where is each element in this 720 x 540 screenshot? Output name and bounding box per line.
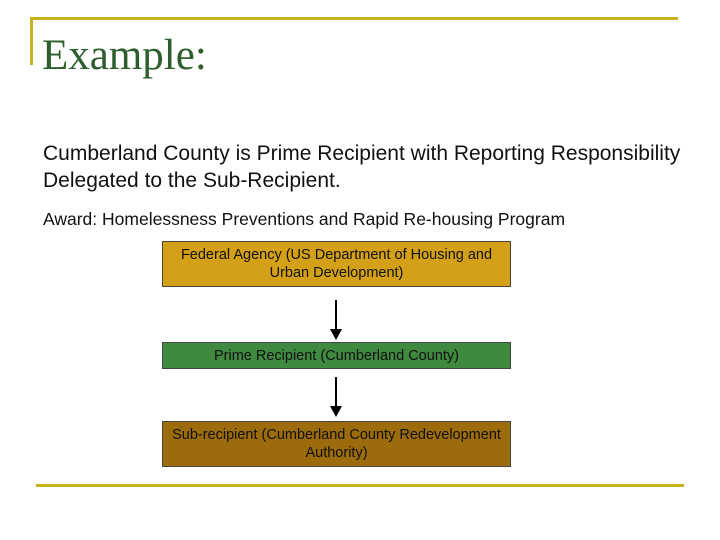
federal-agency-label: Federal Agency (US Department of Housing and Urban Development) xyxy=(180,247,493,281)
bottom-rule xyxy=(36,484,684,487)
sub-recipient-label: Sub-recipient (Cumberland County Redevelopment Authority) xyxy=(172,427,501,461)
intro-text: Cumberland County is Prime Recipient with Reporting Responsibility Delegated to the Sub-Recipient. xyxy=(43,142,681,192)
arrow-down-svg xyxy=(329,300,343,340)
arrow-down-svg xyxy=(329,377,343,417)
top-rule xyxy=(30,17,678,20)
sub-recipient-box xyxy=(162,421,511,467)
federal-agency-box xyxy=(162,241,511,287)
prime-recipient-box xyxy=(162,342,511,369)
arrow-down-icon xyxy=(329,377,343,417)
left-rule xyxy=(30,17,33,65)
arrow-down-icon xyxy=(329,300,343,340)
slide-title: Example: xyxy=(42,32,207,79)
prime-recipient-label: Prime Recipient (Cumberland County) xyxy=(214,347,459,364)
award-text: Award: Homelessness Preventions and Rapid Re-housing Program xyxy=(43,209,566,229)
